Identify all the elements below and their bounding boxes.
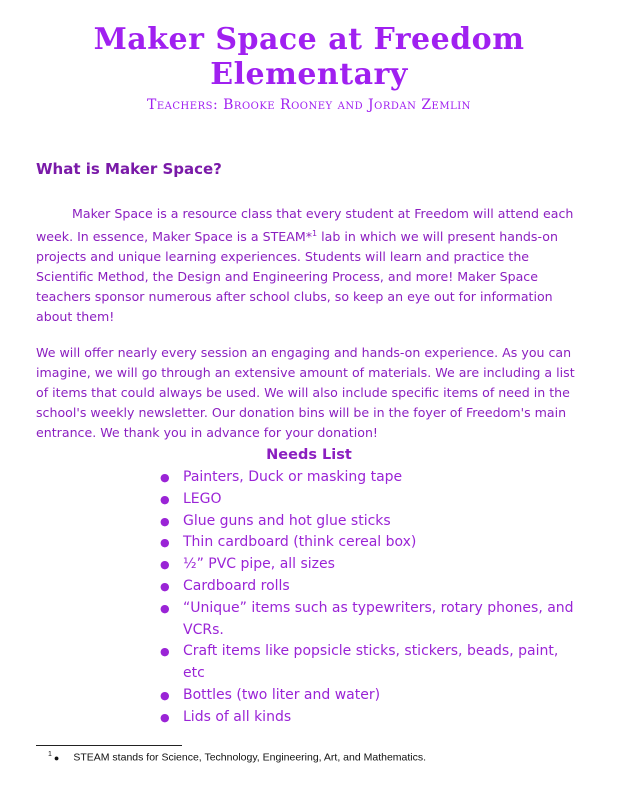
list-item-text: Glue guns and hot glue sticks xyxy=(183,512,391,529)
bullet-icon: ● xyxy=(160,710,170,724)
list-item-text: LEGO xyxy=(183,490,222,507)
bullet-icon: ● xyxy=(53,752,60,763)
list-item xyxy=(158,707,578,729)
donation-paragraph: We will offer nearly every session an engaging and hands-on experience. As you can imagine, we will go through an extensive amount of materials. We are including a list of items that could always be used. We will also include specific items of need in the school's weekly newsletter. Our donation bins will be in the foyer of Freedom's main entrance. We thank you in advance for your donation! xyxy=(36,345,575,440)
list-item-text: Craft items like popsicle sticks, stickers, beads, paint, etc xyxy=(183,643,559,682)
bullet-icon: ● xyxy=(160,688,170,702)
bullet-icon: ● xyxy=(160,579,170,593)
list-item xyxy=(158,576,578,598)
footnote-text: STEAM stands for Science, Technology, Engineering, Art, and Mathematics. xyxy=(73,751,427,764)
list-item-text: Lids of all kinds xyxy=(183,708,292,725)
bullet-icon: ● xyxy=(160,645,170,659)
list-item xyxy=(158,532,578,554)
list-item xyxy=(158,685,578,707)
needs-list-title: Needs List xyxy=(266,447,352,463)
bullet-icon: ● xyxy=(160,492,170,506)
bullet-icon: ● xyxy=(160,558,170,572)
intro-paragraph xyxy=(36,204,588,327)
section-heading: What is Maker Space? xyxy=(36,160,222,178)
list-item xyxy=(158,511,578,533)
list-item xyxy=(158,467,578,489)
intro-text-a: Maker Space is a resource class that every student at Freedom will attend each week. In essence, Maker Space is a STEAM* xyxy=(36,206,574,245)
needs-list xyxy=(158,467,578,729)
bullet-icon: ● xyxy=(160,514,170,528)
list-item-text: Painters, Duck or masking tape xyxy=(183,469,403,485)
list-item xyxy=(158,489,578,511)
list-item-text: “Unique” items such as typewriters, rotary phones, and VCRs. xyxy=(183,599,574,638)
intro-text-b: lab in which we will present hands-on projects and unique learning experiences. Students will learn and practice the Scientific Method, the Design and Engineering Process, and more! Maker Space teachers sponsor numerous after school clubs, so keep an eye out for information about them! xyxy=(36,229,558,325)
footnote xyxy=(48,751,426,764)
bullet-icon: ● xyxy=(160,601,170,615)
footnote-marker: 1 xyxy=(48,751,52,758)
list-item xyxy=(158,554,578,576)
list-item xyxy=(158,641,578,685)
page-title: Maker Space at Freedom Elementary xyxy=(93,22,525,92)
footnote-divider xyxy=(36,745,182,746)
list-item-text: Cardboard rolls xyxy=(183,577,290,594)
bullet-icon: ● xyxy=(160,536,170,550)
list-item-text: Bottles (two liter and water) xyxy=(183,686,381,703)
list-item-text: ½” PVC pipe, all sizes xyxy=(183,556,335,573)
list-item-text: Thin cardboard (think cereal box) xyxy=(183,534,417,551)
footnote-ref: 1 xyxy=(312,229,318,238)
list-item xyxy=(158,598,578,642)
teachers-subtitle: Teachers: Brooke Rooney and Jordan Zemlin xyxy=(147,97,471,113)
bullet-icon: ● xyxy=(160,471,170,484)
